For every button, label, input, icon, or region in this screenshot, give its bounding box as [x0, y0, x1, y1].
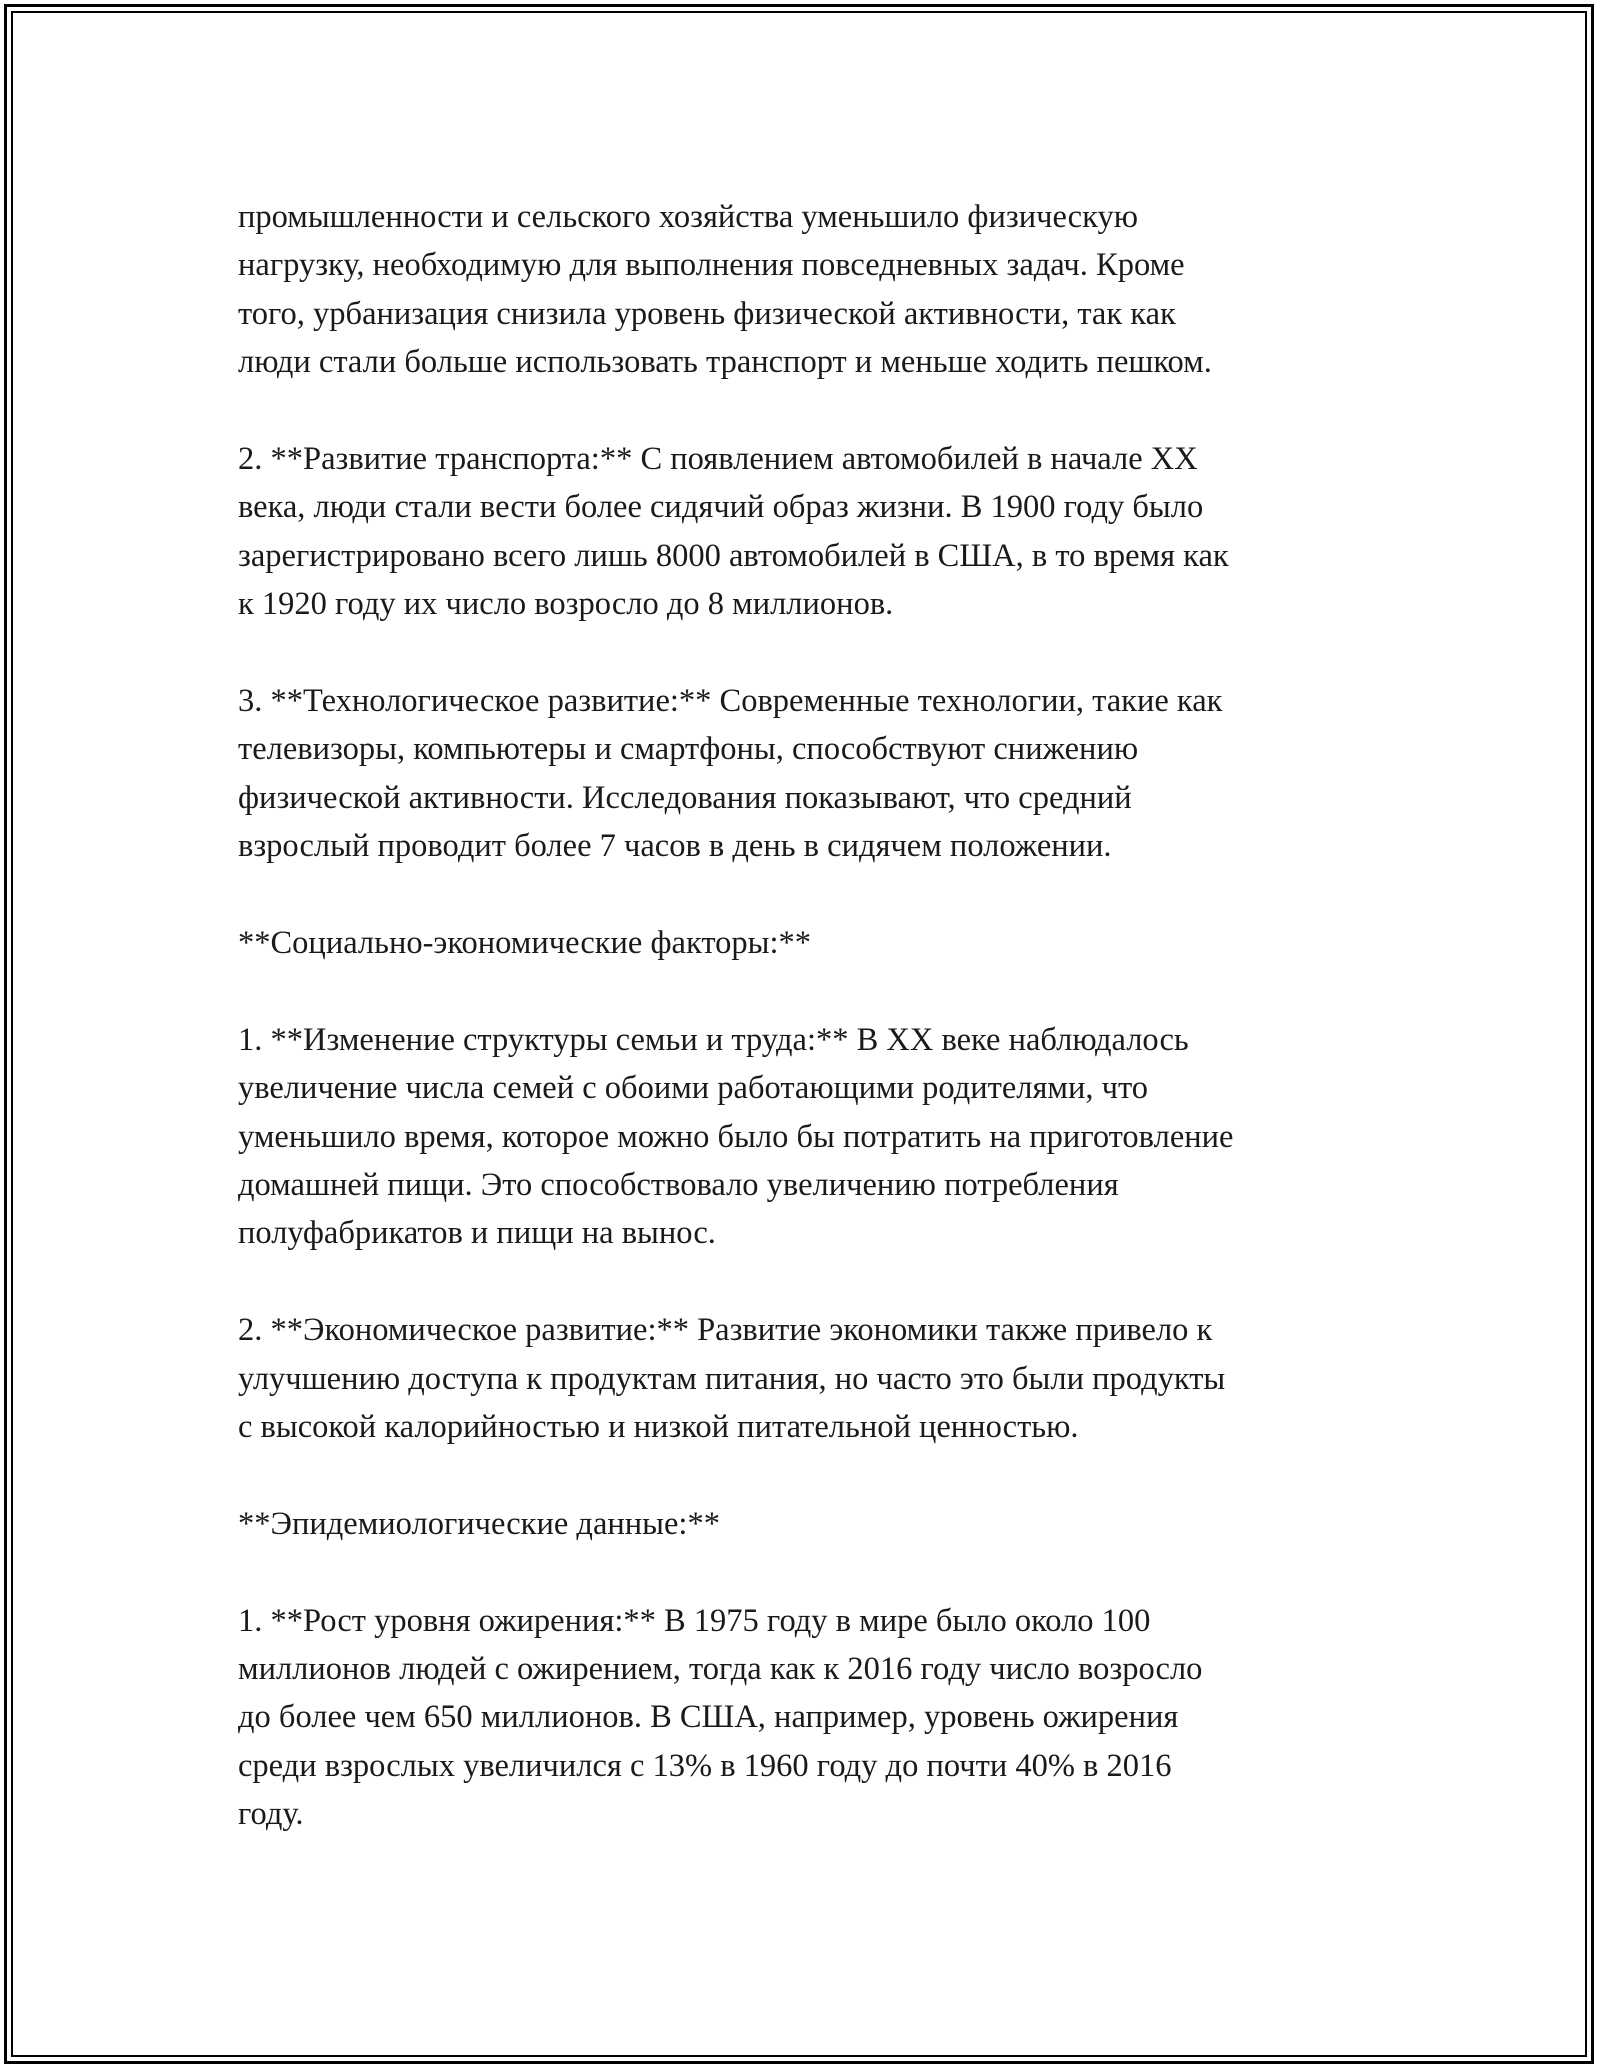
paragraph-family-work: 1. **Изменение структуры семьи и труда:** В XX веке наблюдалось увеличение числа семей с обоими работающими родителями, что уменьшило время, которое можно было бы потратить на приготовление домашней пищи. Это способствовало увеличению потребления полуфабрикатов и пищи на вынос.	[238, 1021, 1234, 1252]
document-body	[238, 193, 1398, 1839]
paragraph-economic: 2. **Экономическое развитие:** Развитие экономики также привело к улучшению доступа к продуктам питания, но часто это были продукты с высокой калорийностью и низкой питательной ценностью.	[238, 1312, 1226, 1446]
paragraph-urbanization: промышленности и сельского хозяйства уменьшило физическую нагрузку, необходимую для выполнения повседневных задач. Кроме того, урбанизация снизила уровень физической активности, так как люди стали больше использовать транспорт и меньше ходить пешком.	[238, 199, 1212, 381]
paragraph-transport: 2. **Развитие транспорта:** С появлением автомобилей в начале XX века, люди стали вести более сидячий образ жизни. В 1900 году было зарегистрировано всего лишь 8000 автомобилей в США, в то время как к 1920 году их число возросло до 8 миллионов.	[238, 441, 1229, 623]
heading-socioeconomic: **Социально-экономические факторы:**	[238, 925, 811, 962]
page-frame	[4, 4, 1594, 2064]
paragraph-technology: 3. **Технологическое развитие:** Современные технологии, такие как телевизоры, компьютеры и смартфоны, способствуют снижению физической активности. Исследования показывают, что средний взрослый проводит более 7 часов в день в сидячем положении.	[238, 683, 1223, 865]
heading-epidemiology: **Эпидемиологические данные:**	[238, 1505, 720, 1542]
paragraph-obesity-growth: 1. **Рост уровня ожирения:** В 1975 году в мире было около 100 миллионов людей с ожирением, тогда как к 2016 году число возросло до более чем 650 миллионов. В США, например, уровень ожирения среди взрослых увеличился с 13% в 1960 году до почти 40% в 2016 году.	[238, 1602, 1203, 1833]
